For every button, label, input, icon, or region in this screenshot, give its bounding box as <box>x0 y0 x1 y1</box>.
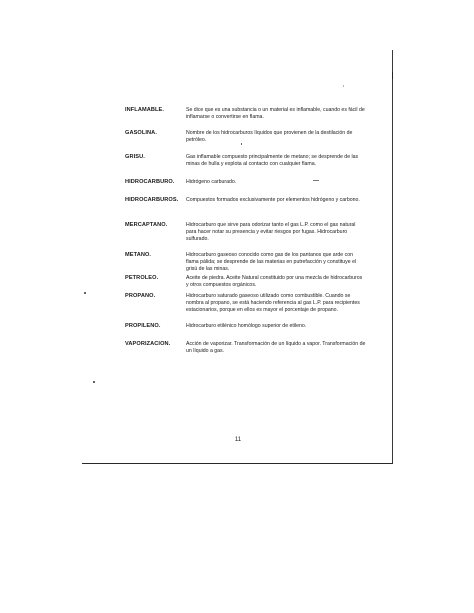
glossary-definition: Acción de vaporizar. Transformación de un líquido a vapor. Transformación de un líquido a gas. <box>186 341 366 354</box>
glossary-definition: Hidrocarburo gaseoso conocido como gas de los pantanos que arde con flama pálida; se desprende de las materias en putrefacción y constituye el grisú de las minas. <box>186 252 357 272</box>
glossary-term: PROPANO. <box>125 293 156 299</box>
glossary-term: HIDROCARBUROS. <box>125 197 179 203</box>
glossary-term: GRISU. <box>125 154 145 160</box>
glossary-definition: Aceite de piedra. Aceite Natural constituido por una mezcla de hidrocarburos y otros compuestos orgánicos. <box>186 275 363 288</box>
glossary-definition: Hidrocarburo etilénico homólogo superior de etileno. <box>186 323 307 329</box>
glossary-term: METANO. <box>125 252 152 258</box>
glossary-definition: Se dice que es una substancia o un material es inflamable, cuando es fácil de inflamarse o convertirse en flama. <box>186 107 365 120</box>
glossary-term: VAPORIZACION. <box>125 341 171 347</box>
glossary-definition: Gas inflamable compuesto principalmente de metano; se desprende de las minas de hulla y explota al contacto con cualquier flama. <box>186 154 359 167</box>
glossary-definition: Hidrocarburo que sirve para odorizar tanto el gas L.P. como el gas natural para hacer notar su presencia y evitar riesgos por fugas. Hidrocarburo sulfurado. <box>186 222 356 242</box>
glossary-definition: Compuestos formados exclusivamente por elementos hidrógeno y carbono. <box>186 197 360 203</box>
page-number: 11 <box>234 437 242 443</box>
glossary-term: PETROLEO. <box>125 275 159 281</box>
glossary-definition: Hidrocarburo saturado gaseoso utilizado como combustible. Cuando se nombra al propano, se está haciendo referencia al gas L.P. para recipientes estacionarios, porque en ellos es mayor el porcentaje de propano. <box>186 293 360 313</box>
glossary-definition: Nombre de los hidrocarburos líquidos que provienen de la destilación de petróleo. <box>186 130 353 143</box>
glossary-term: GASOLINA. <box>125 130 157 136</box>
glossary-term: MERCAPTANO. <box>125 222 168 228</box>
glossary-term: INFLAMABLE. <box>125 107 165 113</box>
glossary-term: HIDROCARBURO. <box>125 179 175 185</box>
glossary-definition: Hidrógeno carburado. <box>186 179 237 185</box>
glossary-term: PROPILENO. <box>125 323 161 329</box>
